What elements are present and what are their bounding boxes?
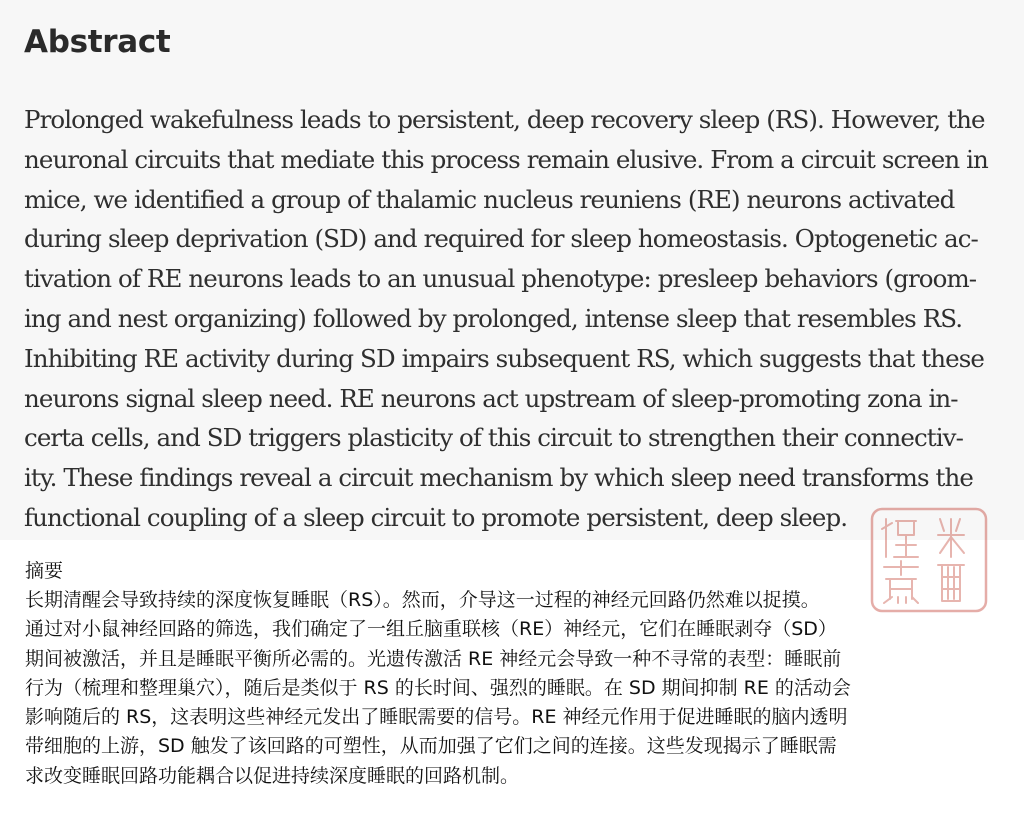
- translation-line: 行为（梳理和整理巢穴），随后是类似于 RS 的长时间、强烈的睡眠。在 SD 期间抑制 RE 的活动会: [25, 676, 851, 699]
- abstract-line: Prolonged wakefulness leads to persistent, deep recovery sleep (RS). However, the: [24, 105, 985, 134]
- translation-line: 长期清醒会导致持续的深度恢复睡眠（RS）。然而，介导这一过程的神经元回路仍然难以捉摸。: [25, 589, 820, 611]
- abstract-line: neuronal circuits that mediate this process remain elusive. From a circuit screen in: [24, 144, 988, 174]
- translation-body: [25, 586, 1010, 791]
- abstract-heading: Abstract: [24, 24, 171, 60]
- abstract-line: during sleep deprivation (SD) and required for sleep homeostasis. Optogenetic ac-: [24, 224, 978, 254]
- abstract-line: mice, we identified a group of thalamic nucleus reuniens (RE) neurons activated: [24, 184, 955, 214]
- translation-heading: 摘要: [25, 560, 64, 582]
- abstract-body: [24, 100, 1004, 538]
- abstract-line: neurons signal sleep need. RE neurons act upstream of sleep-promoting zona in-: [24, 383, 958, 413]
- abstract-line: functional coupling of a sleep circuit to promote persistent, deep sleep.: [24, 502, 848, 532]
- translation-line: 求改变睡眠回路功能耦合以促进持续深度睡眠的回路机制。: [25, 764, 520, 787]
- abstract-line: certa cells, and SD triggers plasticity of this circuit to strengthen their connectiv-: [24, 423, 963, 453]
- translation-line: 影响随后的 RS，这表明这些神经元发出了睡眠需要的信号。RE 神经元作用于促进睡眠的脑内透明: [25, 706, 848, 729]
- translation-line: 带细胞的上游，SD 触发了该回路的可塑性，从而加强了它们之间的连接。这些发现揭示了睡眠需: [25, 735, 837, 758]
- abstract-line: ing and nest organizing) followed by prolonged, intense sleep that resembles RS.: [24, 303, 963, 333]
- translation-line: 期间被激活，并且是睡眠平衡所必需的。光遗传激活 RE 神经元会导致一种不寻常的表型：睡眠前: [25, 647, 842, 670]
- abstract-line: ity. These findings reveal a circuit mechanism by which sleep need transforms the: [24, 463, 973, 493]
- abstract-line: tivation of RE neurons leads to an unusual phenotype: presleep behaviors (groom-: [24, 264, 977, 294]
- seal-stamp-icon: [868, 505, 990, 615]
- translation-line: 通过对小鼠神经回路的筛选，我们确定了一组丘脑重联核（RE）神经元，它们在睡眠剥夺（SD）: [25, 618, 837, 641]
- abstract-line: Inhibiting RE activity during SD impairs subsequent RS, which suggests that these: [24, 343, 984, 373]
